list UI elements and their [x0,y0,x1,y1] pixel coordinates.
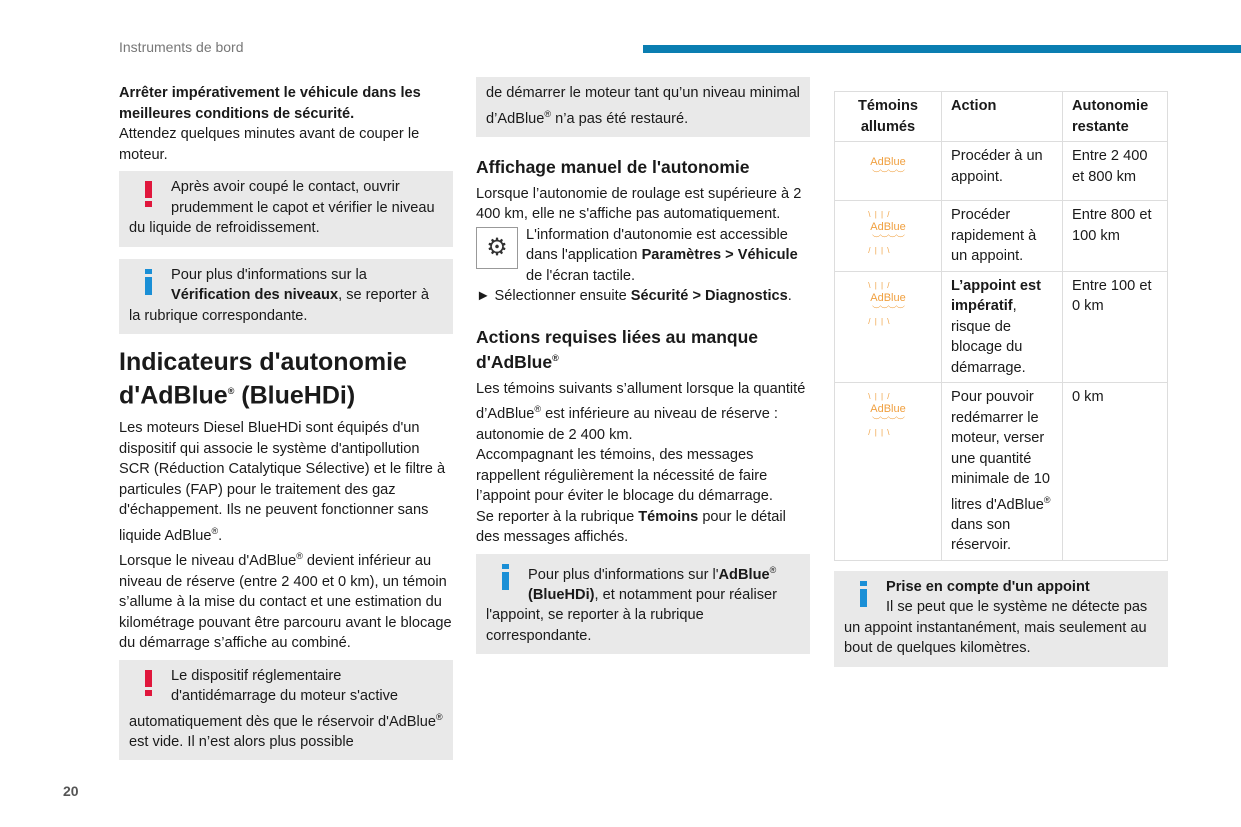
wait-text: Attendez quelques minutes avant de couper le moteur. [119,126,420,163]
adblue-flashing-icon: \ | | / AdBlue ︶︶︶︶ / | | \ [860,397,915,433]
title-text: (BlueHDi) [234,381,356,410]
info-text: Il se peut que le système ne détecte pas un appoint instantanément, mais seulement au bout de quelques kilomètres. [844,599,1148,657]
safety-instruction: Arrêter impérativement le véhicule dans les meilleures conditions de sécurité. [119,85,421,122]
header-accent-bar [643,45,1241,53]
table-row [835,201,1168,272]
settings-gear-icon: ⚙ [476,227,518,269]
info-link-text: Vérification des niveaux [171,287,339,303]
header-action: Action [942,92,1063,142]
info-text: , se reporter à la rubrique correspondante. [129,287,429,324]
table-row [835,271,1168,383]
range-cell: Entre 800 et 100 km [1063,201,1168,272]
heading-actions: Actions requises liées au manque d'AdBlue® [476,326,759,372]
info-box: Pour plus d'informations sur l'AdBlue® (BlueHDi), et notamment pour réaliser l'appoint, se reporter à la rubrique correspondante. [476,554,810,655]
warning-text: Le dispositif réglementaire d'antidémarrage du moteur s'active automatiquement dès que le réservoir d'AdBlue [129,667,437,730]
action-cell: Pour pouvoir redémarrer le moteur, verser une quantité minimale de 10 litres d'AdBlue® dans son réservoir. [942,383,1063,561]
adblue-table [834,91,1168,561]
adblue-flashing-icon: \ | | / AdBlue ︶︶︶︶ / | | \ [860,286,915,322]
info-title: Prise en compte d'un appoint [886,578,1090,595]
heading-manual-display: Affichage manuel de l'autonomie [476,156,750,177]
warning-icon [139,670,161,700]
action-cell: Procéder à un appoint. [942,142,1063,201]
table-row [835,142,1168,201]
section-title [119,348,453,410]
body-text: ► Sélectionner ensuite Sécurité > Diagnostics. [476,288,792,305]
info-icon [496,564,518,594]
table-header-row [835,92,1168,142]
info-text: Pour plus d'informations sur la [171,266,367,283]
column-2 [476,77,810,666]
table-row [835,383,1168,561]
body-text: Lorsque le niveau d'AdBlue® devient inférieur au niveau de réserve (entre 2 400 et 0 km), un témoin s’allume à la mise du contact et une estimation du kilométrage pouvant être parcouru avant le blocage du démarrage s’affiche au combiné. [119,551,452,652]
range-cell: 0 km [1063,383,1168,561]
info-icon [139,269,161,299]
body-text: ⚙ L'information d'autonomie est accessible dans l'application Paramètres > Véhicule de l'écran tactile. [476,225,810,287]
reg-mark: ® [227,386,235,396]
warning-text: Après avoir coupé le contact, ouvrir prudemment le capot et vérifier le niveau du liquide de refroidissement. [129,179,435,236]
info-box [119,259,453,335]
adblue-flashing-icon: \ | | / AdBlue ︶︶︶︶ / | | \ [860,215,915,251]
warning-box [119,171,453,247]
action-cell: L’appoint est impératif, risque de blocage du démarrage. [942,271,1063,383]
header-indicators: Témoins allumés [835,92,942,142]
action-cell: Procéder rapidement à un appoint. [942,201,1063,272]
page-number: 20 [63,783,79,799]
info-icon [854,581,876,611]
range-cell: Entre 100 et 0 km [1063,271,1168,383]
body-text: Les témoins suivants s’allument lorsque la quantité d’AdBlue® est inférieure au niveau de réserve : autonomie de 2 400 km. [476,380,806,443]
warning-icon [139,181,161,211]
column-3 [834,91,1168,679]
column-1 [119,83,453,772]
body-text: Se reporter à la rubrique Témoins pour le détail des messages affichés. [476,508,786,546]
range-cell: Entre 2 400 et 800 km [1063,142,1168,201]
body-text: Lorsque l’autonomie de roulage est supérieure à 2 400 km, elle ne s'affiche pas automatiquement. [476,185,802,223]
body-text: Accompagnant les témoins, des messages rappellent régulièrement la nécessité de faire l’appoint pour éviter le blocage du démarrage. [476,447,773,505]
warning-box-continued: de démarrer le moteur tant qu’un niveau minimal d’AdBlue® n’a pas été restauré. [476,77,810,137]
body-text: Les moteurs Diesel BlueHDi sont équipés d'un dispositif qui associe le système d'antipollution SCR (Réduction Catalytique Sélective) et le filtre à particules (FAP) pour le traitement des gaz d'échappement. Ils ne peuvent fonctionner sans liquide AdBlue®. [119,420,446,544]
info-box [834,571,1168,667]
adblue-icon: AdBlue ︶︶︶︶ [870,156,906,179]
section-header: Instruments de bord [119,39,244,55]
warning-text: est vide. Il n’est alors plus possible [129,733,354,750]
header-range: Autonomie restante [1063,92,1168,142]
warning-box: Le dispositif réglementaire d'antidémarrage du moteur s'active automatiquement dès que le réservoir d'AdBlue® est vide. Il n’est alors plus possible [119,660,453,761]
title-text: Indicateurs d'autonomie d'AdBlue [119,348,407,410]
